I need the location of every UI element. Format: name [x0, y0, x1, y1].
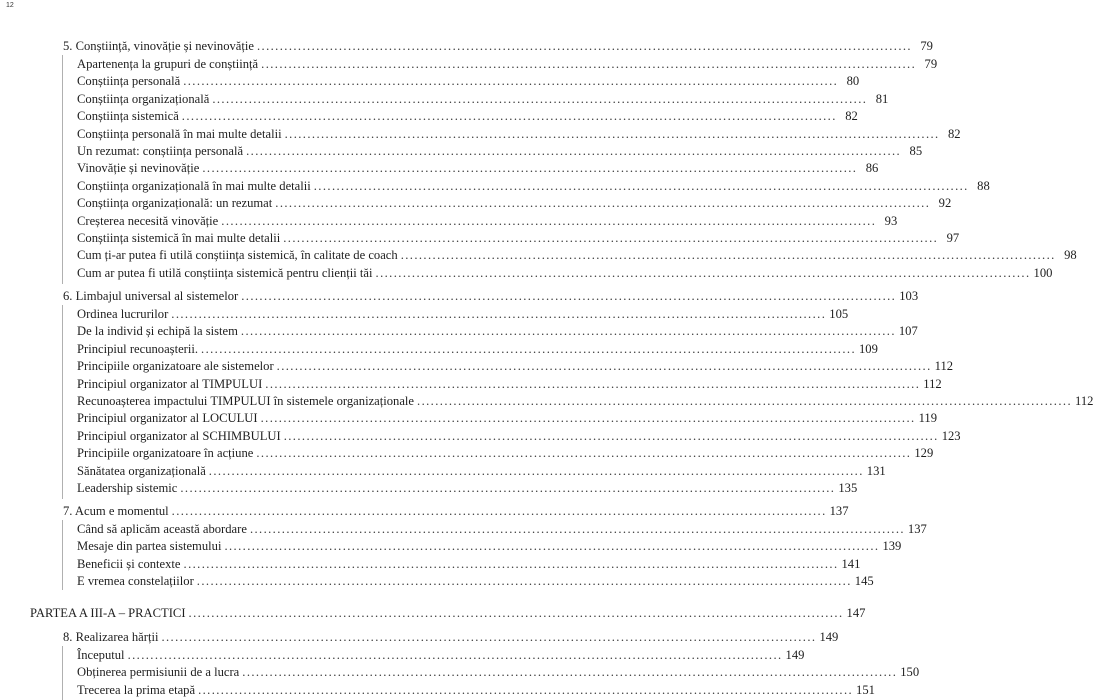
toc-page-number: 137 [907, 522, 927, 536]
toc-item[interactable] [77, 393, 1093, 410]
dot-leader: ................................................................................................................................................ [224, 539, 880, 554]
toc-item[interactable] [77, 428, 961, 445]
toc-item[interactable] [77, 480, 858, 497]
toc-part-3[interactable] [30, 605, 866, 622]
toc-item[interactable] [77, 108, 858, 125]
dot-leader: ................................................................................................................................................ [400, 248, 1056, 263]
dot-leader: ................................................................................................................................................ [202, 161, 858, 176]
toc-item[interactable] [77, 410, 938, 427]
dot-leader: ................................................................................................................................................ [198, 682, 854, 697]
chapter-7-vertical-rule [62, 520, 63, 590]
dot-leader: ................................................................................................................................................ [201, 341, 856, 356]
toc-item-title: Conștiința organizațională în mai multe detalii [77, 178, 311, 193]
toc-page-number: 109 [859, 341, 878, 356]
dot-leader: ................................................................................................................................................ [183, 74, 839, 89]
toc-item-title: Vinovăție și nevinovăție [77, 161, 200, 176]
toc-item[interactable] [77, 323, 918, 340]
toc-item[interactable] [77, 247, 1077, 264]
dot-leader: ................................................................................................................................................ [417, 394, 1073, 408]
dot-leader: ................................................................................................................................................ [276, 359, 932, 374]
toc-item[interactable] [77, 538, 902, 555]
toc-page-number: 149 [819, 630, 839, 644]
toc-page-number: 88 [977, 178, 990, 193]
toc-item[interactable] [77, 521, 927, 538]
toc-page-number: 100 [1033, 265, 1053, 280]
toc-item-title: De la individ și echipă la sistem [77, 324, 238, 339]
toc-item-title: Principiile organizatoare în acțiune [77, 446, 254, 461]
toc-item-title: Obținerea permisiunii de a lucra [77, 665, 240, 680]
toc-chapter-8[interactable] [63, 629, 839, 646]
toc-item-title: Conștiința personală [77, 74, 181, 89]
toc-item-title: Principiul organizator al TIMPULUI [77, 376, 263, 391]
dot-leader: ................................................................................................................................................ [188, 606, 844, 620]
dot-leader: ................................................................................................................................................ [256, 39, 912, 53]
toc-page-number: 82 [845, 109, 858, 124]
toc-item-title: Conștiința sistemică [77, 109, 179, 124]
toc-item-title: Cum ar putea fi utilă conștiința sistemică pentru clienții tăi [77, 265, 373, 280]
toc-item[interactable] [77, 126, 961, 143]
toc-page-number: 129 [914, 446, 934, 461]
toc-page-number: 79 [920, 39, 933, 53]
toc-page-number: 139 [882, 539, 902, 554]
toc-part-title: PARTEA A III-A – PRACTICI [30, 606, 186, 620]
toc-item[interactable] [77, 445, 934, 462]
dot-leader: ................................................................................................................................................ [283, 231, 939, 245]
toc-page-number: 131 [866, 463, 886, 478]
dot-leader: ................................................................................................................................................ [284, 126, 940, 141]
toc-page-number: 105 [829, 307, 849, 321]
toc-item-title: Principiile organizatoare ale sistemelor [77, 359, 274, 374]
dot-leader: ................................................................................................................................................ [265, 376, 921, 391]
toc-page-number: 135 [838, 481, 858, 495]
toc-page-number: 98 [1064, 248, 1077, 263]
toc-page-number: 82 [948, 126, 961, 141]
toc-page-number: 97 [946, 231, 960, 245]
toc-item[interactable] [77, 265, 1053, 282]
toc-item-title: Recunoașterea impactului TIMPULUI în sistemele organizaționale [77, 394, 415, 408]
chapter-6-vertical-rule [62, 305, 63, 499]
toc-item-title: Beneficii și contexte [77, 556, 181, 571]
toc-item[interactable] [77, 376, 942, 393]
toc-chapter-7[interactable] [63, 503, 849, 520]
toc-page-number: 81 [875, 91, 889, 106]
toc-item-title: Conștiința organizațională [77, 91, 210, 106]
toc-item-title: Cum ți-ar putea fi utilă conștiința sistemică, în calitate de coach [77, 248, 398, 263]
dot-leader: ................................................................................................................................................ [161, 630, 817, 644]
chapter-5-vertical-rule [62, 55, 63, 284]
toc-page-number: 103 [899, 289, 919, 303]
toc-page-number: 145 [854, 574, 874, 589]
dot-leader: ................................................................................................................................................ [256, 446, 912, 461]
toc-item-title: Ordinea lucrurilor [77, 307, 169, 321]
toc-item[interactable] [77, 178, 990, 195]
dot-leader: ................................................................................................................................................ [183, 556, 839, 571]
dot-leader: ................................................................................................................................................ [283, 428, 939, 443]
toc-chapter-title: 5. Conștiință, vinovăție și nevinovăție [63, 39, 254, 53]
dot-leader: ................................................................................................................................................ [127, 648, 783, 662]
dot-leader: ................................................................................................................................................ [261, 57, 917, 71]
toc-item[interactable] [77, 358, 954, 375]
toc-item[interactable] [77, 73, 860, 90]
dot-leader: ................................................................................................................................................ [242, 665, 898, 680]
toc-item[interactable] [77, 682, 875, 699]
dot-leader: ................................................................................................................................................ [221, 213, 877, 228]
toc-item-title: Sănătatea organizațională [77, 463, 206, 478]
toc-chapter-5[interactable] [63, 38, 933, 55]
toc-item-title: Când să aplicăm această abordare [77, 522, 247, 536]
dot-leader: ................................................................................................................................................ [196, 574, 852, 589]
toc-item[interactable] [77, 463, 886, 480]
toc-page-number: 92 [938, 196, 952, 211]
toc-page-number: 112 [923, 376, 942, 391]
toc-page-number: 149 [785, 648, 805, 662]
toc-item[interactable] [77, 91, 889, 108]
toc-item-title: E vremea constelațiilor [77, 574, 194, 589]
toc-page-number: 85 [909, 144, 923, 158]
toc-item-title: Creșterea necesită vinovăție [77, 213, 219, 228]
toc-item[interactable] [77, 195, 952, 212]
toc-page-number: 79 [924, 57, 938, 71]
toc-page-number: 119 [918, 411, 938, 426]
toc-item[interactable] [77, 556, 861, 573]
toc-chapter-title: 8. Realizarea hărții [63, 630, 159, 644]
toc-item[interactable] [77, 664, 920, 681]
toc-item-title: Trecerea la prima etapă [77, 682, 196, 697]
toc-chapter-title: 7. Acum e momentul [63, 504, 169, 518]
dot-leader: ................................................................................................................................................ [180, 481, 836, 495]
toc-item-title: Conștiința personală în mai multe detalii [77, 126, 282, 141]
toc-item-title: Începutul [77, 648, 125, 662]
dot-leader: ................................................................................................................................................ [171, 307, 827, 321]
dot-leader: ................................................................................................................................................ [375, 265, 1031, 280]
toc-page-number: 112 [1075, 394, 1093, 408]
dot-leader: ................................................................................................................................................ [246, 144, 902, 158]
dot-leader: ................................................................................................................................................ [313, 178, 969, 193]
toc-page-number: 150 [900, 665, 920, 680]
toc-item-title: Conștiința sistemică în mai multe detalii [77, 231, 281, 245]
toc-page-number: 107 [898, 324, 918, 339]
toc-item-title: Principiul organizator al LOCULUI [77, 411, 258, 426]
dot-leader: ................................................................................................................................................ [181, 109, 837, 124]
dot-leader: ................................................................................................................................................ [208, 463, 864, 478]
dot-leader: ................................................................................................................................................ [240, 324, 896, 339]
dot-leader: ................................................................................................................................................ [275, 196, 931, 211]
toc-item-title: Conștiința organizațională: un rezumat [77, 196, 273, 211]
toc-item-title: Mesaje din partea sistemului [77, 539, 222, 554]
toc-page-number: 151 [856, 682, 875, 697]
toc-item-title: Principiul organizator al SCHIMBULUI [77, 428, 281, 443]
chapter-8-vertical-rule [62, 646, 63, 700]
toc-page-number: 147 [846, 606, 866, 620]
toc-item[interactable] [77, 56, 938, 73]
toc-page-number: 123 [941, 428, 961, 443]
toc-chapter-title: 6. Limbajul universal al sistemelor [63, 289, 239, 303]
toc-item-title: Un rezumat: conștiința personală [77, 144, 244, 158]
toc-item[interactable] [77, 573, 874, 590]
page-number: 12 [6, 2, 14, 9]
toc-item[interactable] [77, 160, 879, 177]
toc-page-number: 86 [865, 161, 879, 176]
toc-item-title: Principiul recunoașterii. [77, 341, 199, 356]
toc-page-number: 137 [829, 504, 849, 518]
toc-item[interactable] [77, 213, 898, 230]
toc-item-title: Apartenența la grupuri de conștiință [77, 57, 259, 71]
toc-item[interactable] [77, 341, 878, 358]
dot-leader: ................................................................................................................................................ [249, 522, 905, 536]
toc-item[interactable] [77, 647, 805, 664]
toc-chapter-6[interactable] [63, 288, 919, 305]
toc-page-number: 93 [884, 213, 898, 228]
toc-item[interactable] [77, 230, 960, 247]
toc-item[interactable] [77, 143, 923, 160]
dot-leader: ................................................................................................................................................ [171, 504, 827, 518]
toc-page-number: 141 [841, 556, 861, 571]
toc-item[interactable] [77, 306, 849, 323]
dot-leader: ................................................................................................................................................ [212, 91, 868, 106]
dot-leader: ................................................................................................................................................ [241, 289, 897, 303]
toc-item-title: Leadership sistemic [77, 481, 178, 495]
toc-page-number: 80 [846, 74, 860, 89]
toc-page-number: 112 [934, 359, 954, 374]
dot-leader: ................................................................................................................................................ [260, 411, 916, 426]
